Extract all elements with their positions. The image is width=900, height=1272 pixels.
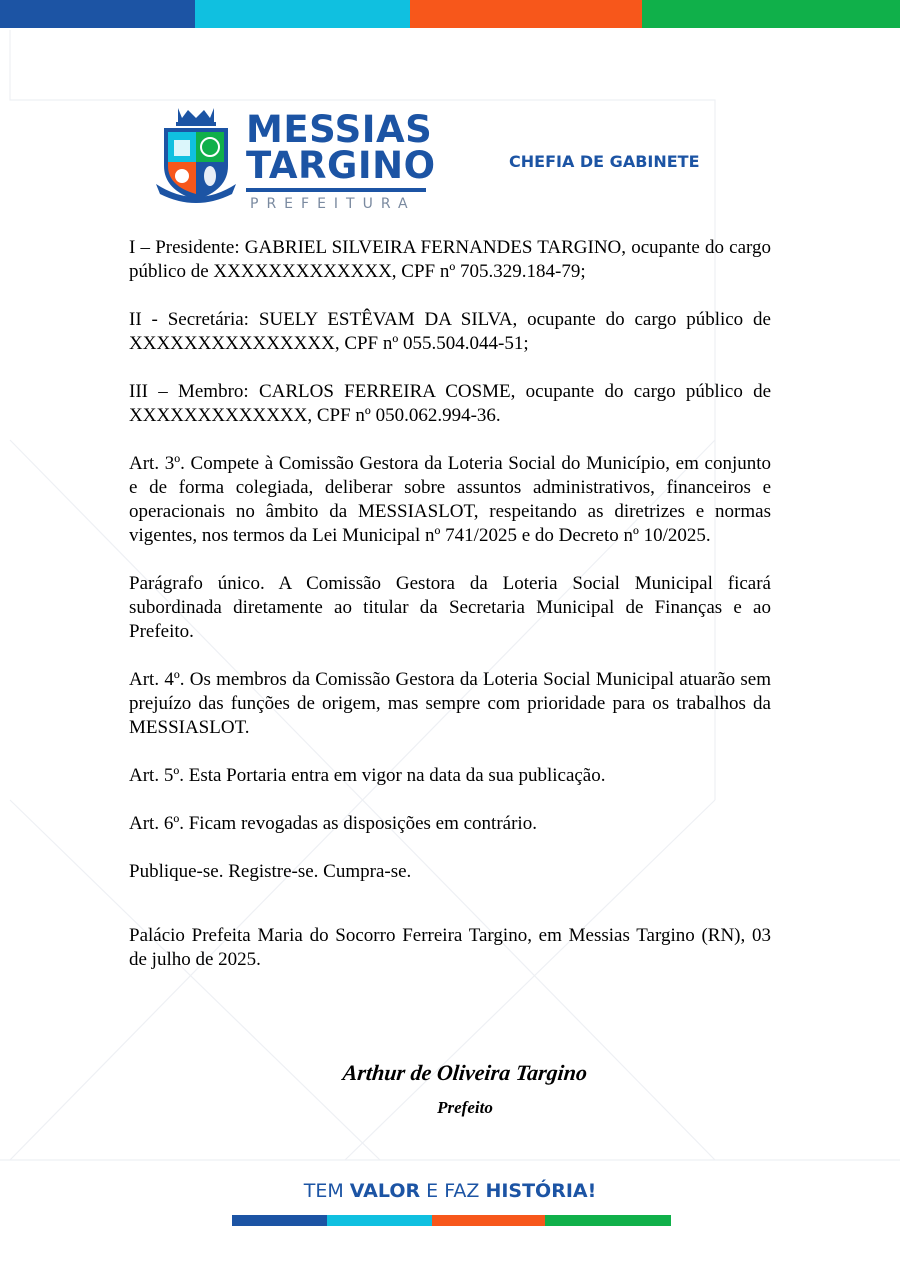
paragraph-art-5: Art. 5º. Esta Portaria entra em vigor na data da sua publicação. xyxy=(129,765,606,786)
paragraph-unico: Parágrafo único. A Comissão Gestora da Loteria Social Municipal ficará subordinada diretamente ao titular da Secretaria Municipal de Finanças e ao Prefeito. xyxy=(129,573,771,642)
logo-line-targino: TARGINO xyxy=(246,144,436,187)
slogan-part-tem: TEM xyxy=(303,1180,350,1202)
slogan-part-historia: HISTÓRIA! xyxy=(485,1180,597,1202)
footer-slogan xyxy=(0,1180,900,1202)
paragraph-presidente: I – Presidente: GABRIEL SILVEIRA FERNANDES TARGINO, ocupante do cargo público de XXXXXXXXXXXXX, CPF nº 705.329.184-79; xyxy=(129,237,771,282)
bottom-bar-blue xyxy=(232,1215,327,1226)
document-header xyxy=(150,104,770,214)
paragraph-art-4: Art. 4º. Os membros da Comissão Gestora da Loteria Social Municipal atuarão sem prejuízo das funções de origem, mas sempre com prioridade para os trabalhos da MESSIASLOT. xyxy=(129,669,771,738)
bottom-bar-cyan xyxy=(327,1215,432,1226)
municipal-crest-icon xyxy=(156,104,236,206)
signature-block xyxy=(0,1060,900,1118)
paragraph-art-3: Art. 3º. Compete à Comissão Gestora da Loteria Social do Município, em conjunto e de forma colegiada, deliberar sobre assuntos administrativos, financeiros e operacionais no âmbito da MESSIASLOT, respeitando as diretrizes e normas vigentes, nos termos da Lei Municipal nº 741/2025 e do Decreto nº 10/2025. xyxy=(129,453,771,546)
paragraph-secretaria: II - Secretária: SUELY ESTÊVAM DA SILVA, ocupante do cargo público de XXXXXXXXXXXXXXX, CPF nº 055.504.044-51; xyxy=(129,309,771,354)
logo-divider xyxy=(246,188,426,192)
slogan-part-e-faz: E FAZ xyxy=(420,1180,486,1202)
paragraph-publique: Publique-se. Registre-se. Cumpra-se. xyxy=(129,861,412,882)
logo-line-prefeitura: PREFEITURA xyxy=(250,196,416,212)
paragraph-local-data: Palácio Prefeita Maria do Socorro Ferreira Targino, em Messias Targino (RN), 03 de julho de 2025. xyxy=(129,925,771,970)
department-title: CHEFIA DE GABINETE xyxy=(509,152,700,171)
paragraph-membro: III – Membro: CARLOS FERREIRA COSME, ocupante do cargo público de XXXXXXXXXXXXX, CPF nº 050.062.994-36. xyxy=(129,381,771,426)
document-body xyxy=(129,236,771,996)
brand-logotype xyxy=(246,108,436,212)
bottom-bar-green xyxy=(545,1215,671,1226)
bottom-bar-orange xyxy=(432,1215,545,1226)
signatory-role: Prefeito xyxy=(437,1098,493,1117)
bottom-color-bar xyxy=(232,1215,671,1226)
signatory-name: Arthur de Oliveira Targino xyxy=(341,1060,589,1085)
slogan-part-valor: VALOR xyxy=(349,1180,421,1202)
logo-line-messias: MESSIAS xyxy=(246,108,433,151)
paragraph-art-6: Art. 6º. Ficam revogadas as disposições em contrário. xyxy=(129,813,537,834)
